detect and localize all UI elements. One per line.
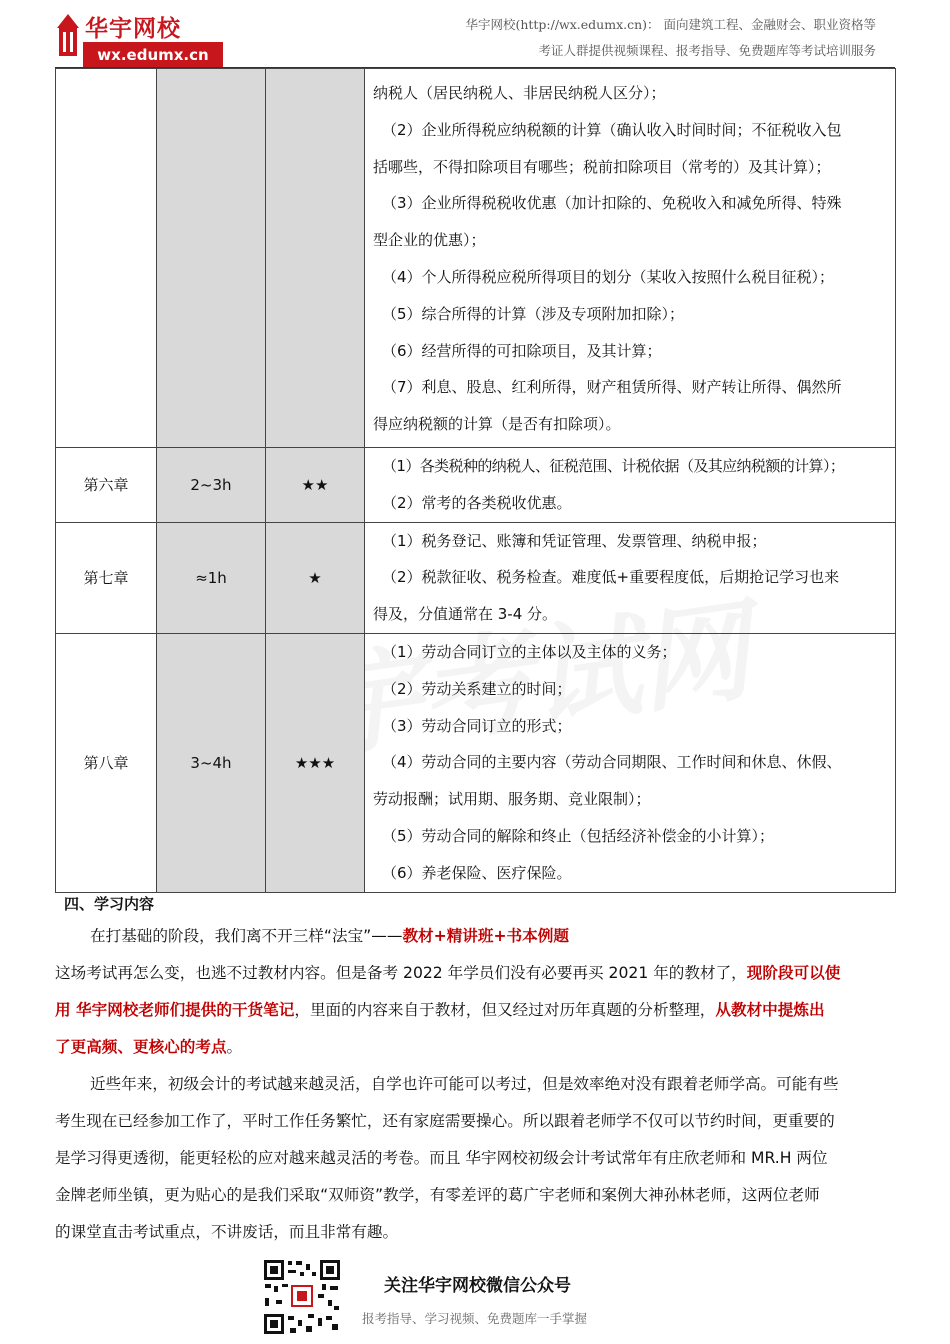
content-line: （2）劳动关系建立的时间；: [382, 679, 572, 698]
table-row-chapter8: [56, 633, 896, 892]
content-line: 型企业的优惠）；: [373, 231, 486, 250]
stars-cell: [266, 69, 365, 448]
content-line: （4）个人所得税应税所得项目的划分（某收入按照什么税目征税）；: [382, 267, 835, 286]
header-info-line1: 华宇网校(http://wx.edumx.cn)： 面向建筑工程、金融财会、职业资格等: [465, 17, 876, 32]
content-line: （2）常考的各类税收优惠。: [382, 493, 572, 512]
chapter-cell: 第七章: [56, 522, 157, 633]
stars-cell: ★★: [266, 447, 365, 522]
content-cell: [365, 522, 896, 633]
content-line: （3）劳动合同订立的形式；: [382, 716, 572, 735]
section-title: 四、学习内容: [64, 895, 155, 913]
p2-highlight-4: 了更高频、更核心的考点: [55, 1038, 227, 1056]
paragraph-2: [55, 955, 895, 1066]
stars-cell: ★: [266, 522, 365, 633]
paragraph-1: [55, 918, 895, 955]
paragraph-3: [55, 1066, 895, 1251]
paragraph-line: 是学习得更透彻，能更轻松的应对越来越灵活的考卷。而且 华宇网校初级会计考试常年有庄欣老师和 MR.H 两位: [55, 1149, 828, 1167]
content-line: （3）企业所得税税收优惠（加计扣除的、免税收入和减免所得、特殊: [382, 194, 842, 213]
study-plan-table: [55, 68, 896, 893]
content-line: （2）税款征收、税务检查。难度低+重要程度低，后期抢记学习也来: [382, 568, 840, 587]
hours-cell: ≈1h: [157, 522, 266, 633]
content-line: （7）利息、股息、红利所得，财产租赁所得、财产转让所得、偶然所: [382, 378, 842, 397]
footer-title: 关注华宇网校微信公众号: [384, 1276, 571, 1296]
p2-end: 。: [226, 1038, 243, 1056]
paragraph-line: [55, 992, 895, 1029]
content-line: 劳动报酬；试用期、服务期、竞业限制）；: [373, 790, 651, 809]
stars-cell: ★★★: [266, 633, 365, 892]
table-row-chapter7: [56, 522, 896, 633]
content-line: （1）税务登记、账簿和凭证管理、发票管理、纳税申报；: [382, 531, 767, 550]
content-line: （2）企业所得税应纳税额的计算（确认收入时间时间；不征税收入包: [382, 120, 842, 139]
p1-highlight: 教材+精讲班+书本例题: [402, 927, 569, 945]
p2-highlight-2: 用 华宇网校老师们提供的干货笔记: [55, 1001, 295, 1019]
paragraph-line: [55, 1029, 895, 1066]
wechat-qr-code[interactable]: [262, 1258, 342, 1336]
p2-text-b: ，里面的内容来自于教材，但又经过对历年真题的分析整理，: [294, 1001, 716, 1019]
header-info: [465, 12, 876, 64]
chapter-cell: 第八章: [56, 633, 157, 892]
p1-text: 在打基础的阶段，我们离不开三样“法宝”——: [90, 927, 403, 945]
paragraph-line: 近些年来，初级会计的考试越来越灵活，自学也许可能可以考过，但是效率绝对没有跟着老师学高。可能有些: [90, 1075, 839, 1093]
chapter-cell: [56, 69, 157, 448]
logo-site-url: wx.edumx.cn: [83, 42, 223, 68]
hours-cell: [157, 69, 266, 448]
paragraph-line: [55, 955, 895, 992]
p2-highlight-1: 现阶段可以使: [746, 964, 841, 982]
paragraph-line: 的课堂直击考试重点，不讲废话，而且非常有趣。: [55, 1223, 399, 1241]
pencil-logo-icon: [55, 14, 81, 58]
content-line: （5）综合所得的计算（涉及专项附加扣除）；: [382, 304, 685, 323]
site-logo[interactable]: [55, 8, 225, 68]
footer-subtitle: 报考指导、学习视频、免费题库一手掌握: [362, 1311, 588, 1326]
content-cell: [365, 633, 896, 892]
logo-title: 华宇网校: [85, 15, 181, 42]
content-line: 得及，分值通常在 3-4 分。: [373, 605, 558, 624]
paragraph-line: 金牌老师坐镇，更为贴心的是我们采取“双师资”教学，有零差评的葛广宇老师和案例大神孙林老师，这两位老师: [55, 1186, 820, 1204]
header-info-line2: 考证人群提供视频课程、报考指导、免费题库等考试培训服务: [538, 43, 876, 58]
content-line: （5）劳动合同的解除和终止（包括经济补偿金的小计算）；: [382, 826, 775, 845]
content-line: （4）劳动合同的主要内容（劳动合同期限、工作时间和休息、休假、: [382, 753, 842, 772]
content-line: 纳税人（居民纳税人、非居民纳税人区分）；: [373, 84, 666, 102]
chapter-cell: 第六章: [56, 447, 157, 522]
hours-cell: 3~4h: [157, 633, 266, 892]
content-line: （1）劳动合同订立的主体以及主体的义务；: [382, 642, 677, 661]
paragraph-line: [55, 918, 895, 955]
content-line: 得应纳税额的计算（是否有扣除项）。: [373, 415, 621, 434]
content-line: 括哪些，不得扣除项目有哪些；税前扣除项目（常考的）及其计算）；: [373, 157, 831, 176]
content-line: （1）各类税种的纳税人、征税范围、计税依据（及其应纳税额的计算）；: [382, 456, 845, 475]
table-row-continued: [56, 69, 896, 448]
content-line: （6）养老保险、医疗保险。: [382, 863, 572, 882]
content-cell: [365, 69, 896, 448]
table-row-chapter6: [56, 447, 896, 522]
hours-cell: 2~3h: [157, 447, 266, 522]
paragraph-line: 考生现在已经参加工作了，平时工作任务繁忙，还有家庭需要操心。所以跟着老师学不仅可以节约时间，更重要的: [55, 1112, 835, 1130]
content-cell: [365, 447, 896, 522]
p2-highlight-3: 从教材中提炼出: [715, 1001, 825, 1019]
p2-text-a: 这场考试再怎么变，也逃不过教材内容。但是备考 2022 年学员们没有必要再买 2021 年的教材了，: [55, 964, 747, 982]
content-line: （6）经营所得的可扣除项目，及其计算；: [382, 341, 662, 360]
